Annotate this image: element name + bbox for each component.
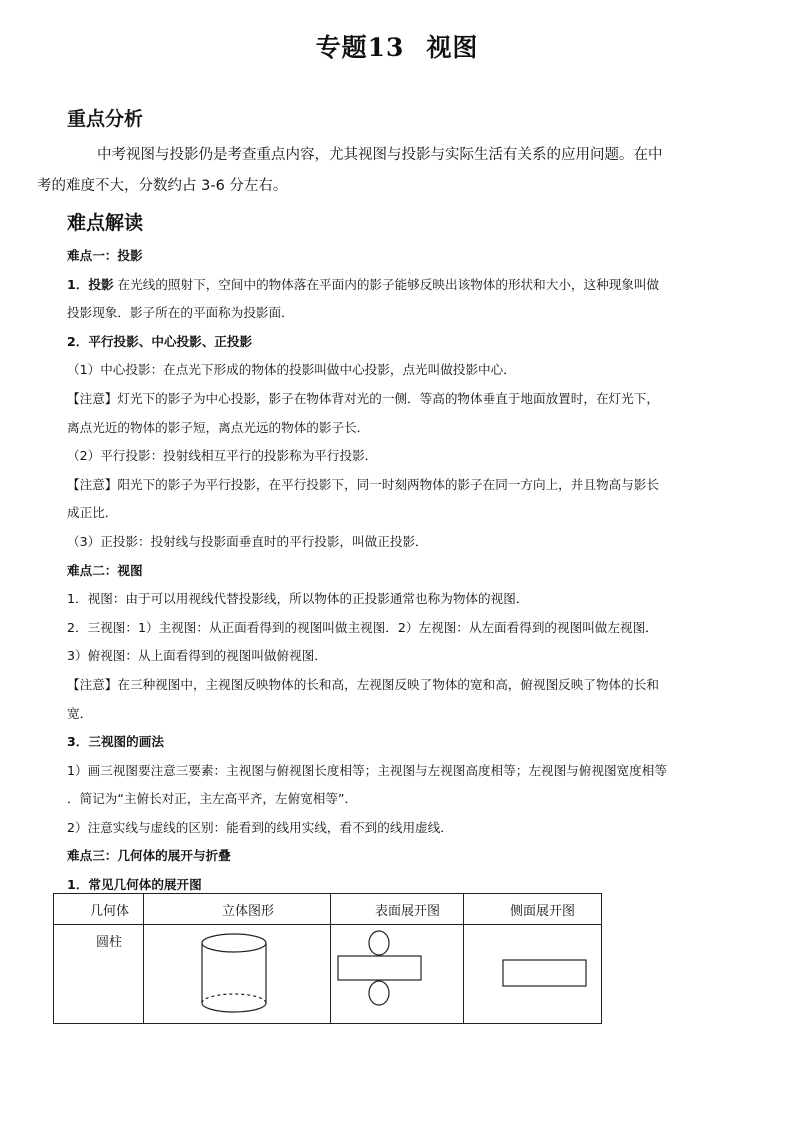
content-line-bold: 难点一：投影 [67,248,143,263]
content-line-text: （1）中心投影：在点光下形成的物体的投影叫做中心投影，点光叫做投影中心． [67,362,516,378]
content-line-text: （3）正投影：投射线与投影面垂直时的平行投影，叫做正投影． [67,533,428,549]
table-header-cell: 立体图形 [144,894,331,925]
content-line-text: 在光线的照射下，空间中的物体落在平面内的影子能够反映出该物体的形状和大小，这种现象叫做 [113,276,660,292]
rectangle-drawing-icon [464,925,601,1023]
content-line-text: 离点光近的物体的影子短，离点光远的物体的影子长． [67,419,370,435]
content-line-text: 宽． [67,705,93,721]
content-line [67,728,729,757]
title-name: 视图 [426,33,479,62]
content-line-text: 3）俯视图：从上面看得到的视图叫做俯视图． [67,648,327,664]
table-cell-surface-net [331,925,464,1024]
content-line [67,700,729,729]
content-line-text: 1．视图：由于可以用视线代替投影线，所以物体的正投影通常也称为物体的视图． [67,591,529,607]
content-line-text: ．简记为“主俯长对正，主左高平齐，左俯宽相等”． [67,791,358,807]
content-line-text: 【注意】灯光下的影子为中心投影，影子在物体背对光的一侧．等高的物体垂直于地面放置时，在灯光下， [67,390,659,406]
content-line [67,557,729,586]
content-line [67,242,729,271]
table-cell-lateral-net [464,925,602,1024]
content-line-text: 【注意】阳光下的影子为平行投影，在平行投影下，同一时刻两物体的影子在同一方向上，并且物高与影长 [67,476,659,492]
content-line [67,356,729,385]
content-line [67,814,729,843]
content-line [67,528,729,557]
table-header-cell: 侧面展开图 [464,894,602,925]
table-row [54,925,602,1024]
content-line [67,414,729,443]
content-line [67,642,729,671]
paragraph-line: 中考视图与投影仍是考查重点内容，尤其视图与投影与实际生活有关系的应用问题。在中 [97,147,663,163]
content-line-bold: 难点二：视图 [67,562,143,578]
content-line-bold: 1．常见几何体的展开图 [67,877,202,893]
section-heading-difficulty: 难点解读 [67,212,144,234]
content-line-bold: 3．三视图的画法 [67,734,164,750]
page-title [0,28,794,64]
table-header-row [54,894,602,925]
content-line [67,442,729,471]
cylinder-net-drawing-icon [331,925,463,1023]
content-line-bold: 2．平行投影、中心投影、正投影 [67,333,253,349]
content-line-text: 2．三视图：1）主视图：从正面看得到的视图叫做主视图．2）左视图：从左面看得到的视图叫做左视图． [67,619,658,635]
section-heading-key-analysis: 重点分析 [67,108,144,130]
content-line-text: 1）画三视图要注意三要素：主视图与俯视图长度相等；主视图与左视图高度相等；左视图与俯视图宽度相等 [67,762,667,778]
content-line [67,271,729,300]
content-line [67,757,729,786]
content-line-text: 【注意】在三种视图中，主视图反映物体的长和高，左视图反映了物体的宽和高，俯视图反映了物体的长和 [67,676,659,692]
content-line [67,842,729,871]
content-line-text: 2）注意实线与虚线的区别：能看到的线用实线，看不到的线用虚线． [67,819,453,835]
cylinder-drawing-icon [144,925,330,1023]
content-line-bold: 1．投影 [67,276,114,292]
key-analysis-paragraph [37,140,730,202]
content-line-bold: 难点三：几何体的展开与折叠 [67,848,231,864]
content-line [67,499,729,528]
content-line [67,585,729,614]
content-line-text: 投影现象．影子所在的平面称为投影面． [67,305,294,321]
content-line [67,385,729,414]
content-line-text: 成正比． [67,505,118,521]
title-topic: 专题13 [315,33,405,62]
paragraph-line: 考的难度不大，分数约占 3-6 分左右。 [37,178,288,194]
difficulty-content [67,242,729,900]
content-line [67,471,729,500]
content-line [67,785,729,814]
table-cell-solid [144,925,331,1024]
content-line [67,614,729,643]
content-line [67,299,729,328]
content-line [67,328,729,357]
content-line-text: （2）平行投影：投射线相互平行的投影称为平行投影． [67,448,378,464]
content-line [67,671,729,700]
table-cell-shape-name: 圆柱 [54,925,144,1024]
table-header-cell: 几何体 [54,894,144,925]
table-header-cell: 表面展开图 [331,894,464,925]
geometry-nets-table [53,893,602,1024]
